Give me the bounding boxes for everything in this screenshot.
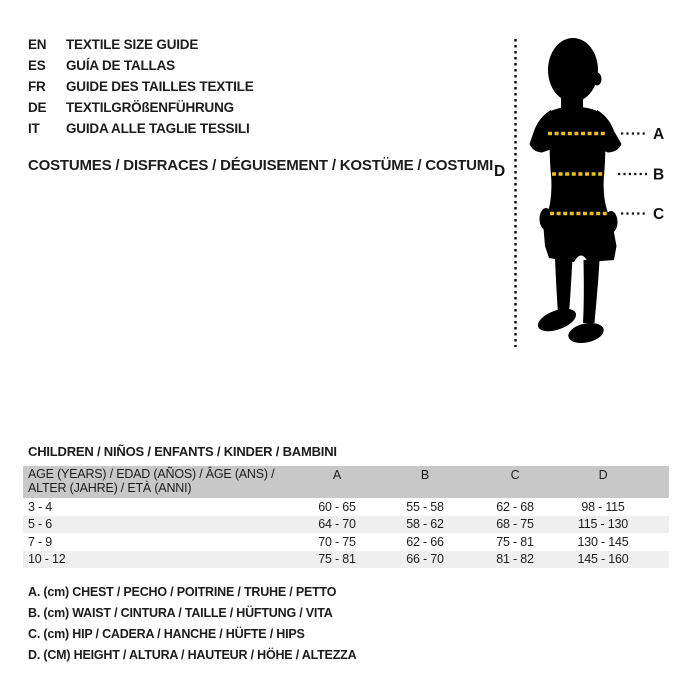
language-label: TEXTILGRÖßENFÜHRUNG xyxy=(66,100,234,115)
category-title: COSTUMES / DISFRACES / DÉGUISEMENT / KOSTÜME / COSTUMI xyxy=(28,157,494,174)
hip-cell: 62 - 68 xyxy=(496,499,534,514)
language-row-de xyxy=(28,97,254,118)
measurement-legend xyxy=(28,582,356,666)
chest-cell: 60 - 65 xyxy=(318,499,356,514)
age-cell: 7 - 9 xyxy=(28,534,53,549)
waist-cell: 62 - 66 xyxy=(406,534,444,549)
age-column-header xyxy=(23,466,293,498)
language-label: GUÍA DE TALLAS xyxy=(66,58,175,73)
size-table-header-row xyxy=(23,466,669,498)
label-b: B xyxy=(653,166,665,184)
label-d: D xyxy=(494,163,506,180)
age-cell: 3 - 4 xyxy=(28,499,53,514)
table-row xyxy=(23,551,669,569)
language-code: FR xyxy=(28,79,46,94)
label-c: C xyxy=(653,206,665,223)
waist-cell: 55 - 58 xyxy=(406,499,444,514)
language-label: GUIDA ALLE TAGLIE TESSILI xyxy=(66,121,250,136)
legend-chest: A. (cm) CHEST / PECHO / POITRINE / TRUHE / PETTO xyxy=(28,585,337,599)
language-code: DE xyxy=(28,100,47,115)
language-code: IT xyxy=(28,121,40,136)
chest-cell: 75 - 81 xyxy=(318,552,356,567)
child-silhouette-icon xyxy=(530,38,622,346)
language-label: GUIDE DES TAILLES TEXTILE xyxy=(66,79,254,94)
hip-cell: 68 - 75 xyxy=(496,517,534,532)
age-cell: 10 - 12 xyxy=(28,552,66,567)
height-cell: 98 - 115 xyxy=(581,499,625,514)
hip-cell: 75 - 81 xyxy=(496,534,534,549)
table-row xyxy=(23,533,669,551)
column-header-b: B xyxy=(381,466,469,498)
language-row-fr xyxy=(28,76,254,97)
chest-cell: 70 - 75 xyxy=(318,534,356,549)
age-header-line1: AGE (YEARS) / EDAD (AÑOS) / ÂGE (ANS) / xyxy=(28,467,275,481)
height-cell: 115 - 130 xyxy=(577,517,629,532)
waist-cell: 66 - 70 xyxy=(406,552,444,567)
column-header-c: C xyxy=(469,466,561,498)
chest-cell: 64 - 70 xyxy=(318,517,356,532)
height-cell: 145 - 160 xyxy=(577,552,629,567)
language-label: TEXTILE SIZE GUIDE xyxy=(66,37,199,52)
column-header-a: A xyxy=(293,466,381,498)
language-list xyxy=(28,34,254,139)
age-cell: 5 - 6 xyxy=(28,517,53,532)
measurement-diagram xyxy=(488,25,683,360)
language-row-es xyxy=(28,55,254,76)
table-row xyxy=(23,498,669,516)
legend-height: D. (CM) HEIGHT / ALTURA / HAUTEUR / HÖHE / ALTEZZA xyxy=(28,648,357,662)
column-header-d: D xyxy=(561,466,669,498)
language-code: EN xyxy=(28,37,47,52)
hip-cell: 81 - 82 xyxy=(496,552,534,567)
section-title-children: CHILDREN / NIÑOS / ENFANTS / KINDER / BAMBINI xyxy=(28,444,337,459)
language-code: ES xyxy=(28,58,46,73)
language-row-en xyxy=(28,34,254,55)
legend-waist: B. (cm) WAIST / CINTURA / TAILLE / HÜFTUNG / VITA xyxy=(28,606,333,620)
language-row-it xyxy=(28,118,254,139)
legend-hip: C. (cm) HIP / CADERA / HANCHE / HÜFTE / HIPS xyxy=(28,627,305,641)
waist-cell: 58 - 62 xyxy=(406,517,444,532)
size-table xyxy=(23,466,669,568)
age-header-line2: ALTER (JAHRE) / ETÀ (ANNI) xyxy=(28,481,192,495)
table-row xyxy=(23,516,669,534)
height-cell: 130 - 145 xyxy=(577,534,629,549)
label-a: A xyxy=(653,126,665,143)
